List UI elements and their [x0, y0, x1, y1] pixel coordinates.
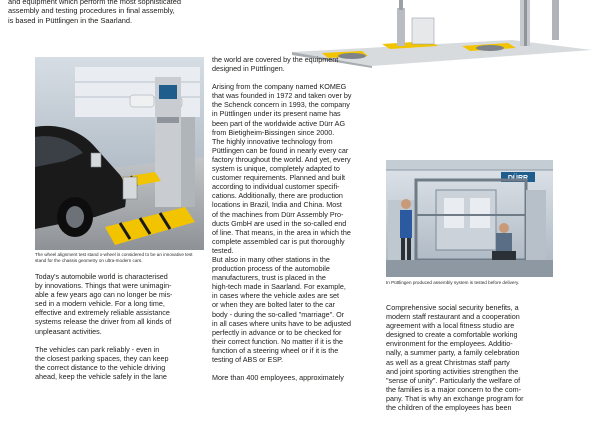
- col2-line: designed in Püttlingen.: [212, 64, 285, 74]
- col1-line: systems release the driver from all kinds of: [35, 317, 172, 327]
- paragraph-gap: [212, 73, 388, 82]
- col3-line: as well as a great Christmas staff party: [386, 357, 510, 367]
- col2-line: locations in Brazil, India and China. Most: [212, 200, 342, 210]
- col3-line: modern staff restaurant and a cooperation: [386, 312, 520, 322]
- col2-line: ducts GmbH are used in the so-called end: [212, 218, 347, 228]
- col1-line: the closest parking spaces, they can keep: [35, 353, 169, 363]
- paragraph-gap: [212, 364, 388, 373]
- column-3: [386, 303, 566, 412]
- col1-line: sed in a modern vehicle. For a long time,: [35, 299, 165, 309]
- col2-line: body - during the so-called "marriage". Or: [212, 309, 345, 319]
- col2-line: function of a steering wheel or if it is the: [212, 345, 339, 355]
- intro-line: is based in Püttlingen in the Saarland.: [8, 15, 133, 25]
- col1-line: ahead, keep the vehicle safely in the lane: [35, 371, 167, 381]
- col3-line: and joint sporting activities strengthen the: [386, 366, 519, 376]
- col2-line: factory throughout the world. And yet, every: [212, 154, 351, 164]
- right-photo-caption: In Püttlingen produced assembly system is tested before delivery.: [386, 280, 520, 285]
- col2-line: complete assembled car is put thoroughly: [212, 236, 345, 246]
- col2-line: cations. Additionally, there are production: [212, 191, 343, 201]
- col3-line: Comprehensive social security benefits, a: [386, 303, 519, 312]
- col2-line: or when they are bolted later to the car: [212, 300, 336, 310]
- col1-line: by innovations. Things that were unimagin-: [35, 281, 172, 291]
- col2-line: testing of ABS or ESP.: [212, 355, 283, 364]
- col2-line: The highly innovative technology from: [212, 136, 333, 146]
- col2-line: But also in many other stations in the: [212, 254, 330, 264]
- paragraph-gap: [35, 336, 207, 345]
- col1-line: effective and extremely reliable assistance: [35, 308, 170, 318]
- col3-line: agreement with a local fitness studio are: [386, 321, 515, 331]
- col2-line: their correct function. No matter if it is the: [212, 336, 344, 346]
- column-1: [35, 272, 207, 381]
- col2-line: Arising from the company named KOMEG: [212, 82, 347, 92]
- col2-line: the Schenck concern in 1993, the company: [212, 100, 350, 110]
- col2-line: the world are covered by the equipment: [212, 55, 339, 64]
- col3-line: nally, a summer party, a family celebration: [386, 348, 520, 358]
- col1-line: Today's automobile world is characterised: [35, 272, 168, 281]
- col2-line: in Püttlingen under its present name has: [212, 109, 341, 119]
- col2-line: of the machines from Dürr Assembly Pro-: [212, 209, 344, 219]
- col2-line: from Bietigheim-Bissingen since 2000.: [212, 127, 335, 137]
- col2-line: production process of the automobile: [212, 264, 330, 274]
- col1-line: The vehicles can park reliably - even in: [35, 344, 160, 354]
- col2-line: system is unique, completely adapted to: [212, 164, 340, 174]
- col2-line: high-tech made in Saarland. For example,: [212, 282, 346, 292]
- col3-line: the children of the employees has been: [386, 403, 512, 413]
- col3-line: "sense of unity". Particularly the welfare of: [386, 375, 521, 385]
- left-photo-caption: The wheel alignment test stand x-wheel is considered to be an innovative test stand for the chassis geometry on ultra-modern cars.: [35, 252, 193, 263]
- col2-line: been part of the worldwide active Dürr AG: [212, 118, 346, 128]
- col1-line: able a few years ago can no longer be mis-: [35, 290, 173, 300]
- intro-text: [8, 0, 253, 25]
- col1-line: the correct distance to the vehicle driving: [35, 362, 166, 372]
- sign-text: DÜRR: [507, 175, 529, 182]
- col2-line: More than 400 employees, approximately: [212, 373, 344, 383]
- col2-line: customer requirements. Planned and built: [212, 173, 346, 183]
- col2-line: that was founded in 1972 and taken over by: [212, 91, 352, 101]
- col2-line: in cases where the vehicle axles are set: [212, 291, 340, 301]
- col3-line: the families is a major concern to the com-: [386, 384, 522, 394]
- col2-line: in all cases where units have to be adjusted: [212, 318, 352, 328]
- col2-line: Püttlingen can be found in nearly every car: [212, 145, 349, 155]
- col2-line: tested.: [212, 245, 234, 255]
- wheel-alignment-photo: [35, 57, 204, 250]
- col3-line: pany. That is why an exchange program for: [386, 393, 524, 403]
- col2-line: manufacturers, trust is placed in the: [212, 273, 326, 283]
- col3-line: environment for the employees. Additio-: [386, 339, 513, 349]
- col2-line: perfectly in advance or to be checked for: [212, 327, 342, 337]
- intro-line: assembly and testing procedures in final assembly,: [8, 6, 175, 16]
- intro-line: and equipment which perform the most sophisticated: [8, 0, 181, 6]
- col2-line: according to individual customer specifi-: [212, 182, 340, 192]
- column-2: [212, 55, 388, 382]
- assembly-system-photo: [386, 160, 553, 277]
- col2-line: of line. That means, in the area in which the: [212, 227, 351, 237]
- col1-line: unpleasant activities.: [35, 326, 102, 336]
- col3-line: designed to create a comfortable working: [386, 330, 518, 340]
